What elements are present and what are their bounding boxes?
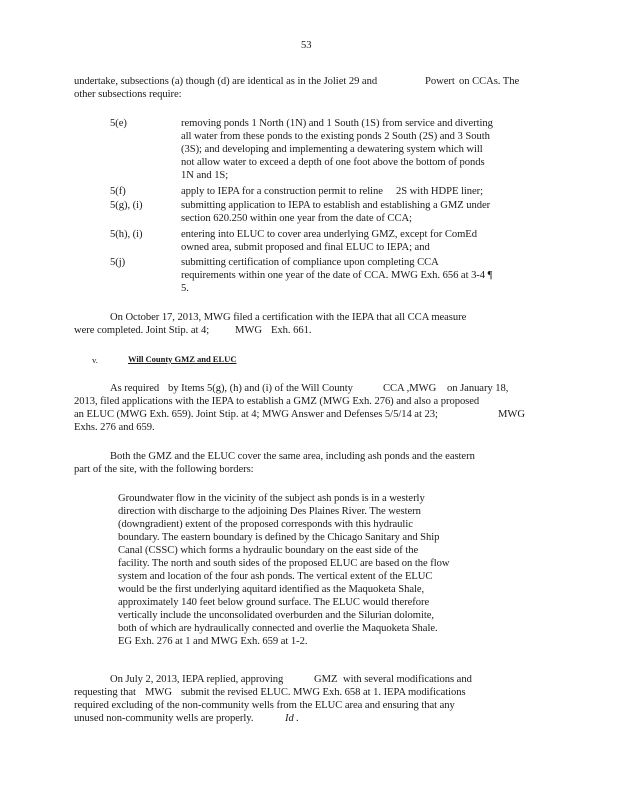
intro-line-2: other subsections require: xyxy=(74,89,182,100)
item-5h-line: owned area, submit proposed and final ELUC to IEPA; and xyxy=(181,242,430,253)
item-label-5h: 5(h), (i) xyxy=(110,229,143,240)
req-para-line-1c: CCA ,MWG xyxy=(383,383,437,394)
req-para-line-1a: As required xyxy=(110,383,160,394)
item-5f-line-b: 2S with HDPE liner; xyxy=(396,186,484,197)
oct-para-line-2c: Exh. 661. xyxy=(271,325,312,336)
both-para-line-1: Both the GMZ and the ELUC cover the same area, including ash ponds and the eastern xyxy=(110,451,475,462)
page-number: 53 xyxy=(301,40,312,51)
both-para-line-2: part of the site, with the following borders: xyxy=(74,464,254,475)
item-5g-line: submitting application to IEPA to establish and establishing a GMZ under xyxy=(181,200,491,211)
item-5e-line: removing ponds 1 North (1N) and 1 South (1S) from service and diverting xyxy=(181,118,493,129)
intro-line-1-c: on CCAs. The xyxy=(459,76,520,87)
oct-para-line-2b: MWG xyxy=(235,325,262,336)
section-numeral: v. xyxy=(92,355,98,365)
quote-line: EG Exh. 276 at 1 and MWG Exh. 659 at 1-2. xyxy=(118,636,308,647)
req-para-line-2: 2013, filed applications with the IEPA to establish a GMZ (MWG Exh. 276) and also a proposed xyxy=(74,396,480,407)
july-para-line-2b: MWG xyxy=(145,687,172,698)
section-heading: Will County GMZ and ELUC xyxy=(128,354,237,364)
quote-line: would be the first underlying aquitard identified as the Maquoketa Shale, xyxy=(118,584,425,595)
quote-line: approximately 140 feet below ground surface. The ELUC would therefore xyxy=(118,597,430,608)
quote-line: Canal (CSSC) which forms a hydraulic boundary on the east side of the xyxy=(118,545,419,556)
quote-line: both of which are hydraulically connected and overlie the Maquoketa Shale. xyxy=(118,623,438,634)
july-para-line-1b: GMZ xyxy=(314,674,338,685)
req-para-line-3: an ELUC (MWG Exh. 659). Joint Stip. at 4; MWG Answer and Defenses 5/5/14 at 23; xyxy=(74,409,438,420)
intro-line-1: undertake, subsections (a) though (d) are identical as in the Joliet 29 and xyxy=(74,76,378,87)
quote-line: Groundwater flow in the vicinity of the subject ash ponds is in a westerly xyxy=(118,493,425,504)
item-5g-line: section 620.250 within one year from the date of CCA; xyxy=(181,213,412,224)
item-5e-line: 1N and 1S; xyxy=(181,170,229,181)
quote-line: (downgradient) extent of the proposed corresponds with this hydraulic xyxy=(118,519,413,530)
quote-line: direction with discharge to the adjoining Des Plaines River. The western xyxy=(118,506,421,517)
july-para-line-3: required excluding of the non-community wells from the ELUC area and ensuring that any xyxy=(74,700,455,711)
item-5f-line: apply to IEPA for a construction permit to reline xyxy=(181,186,383,197)
item-label-5g: 5(g), (i) xyxy=(110,200,143,211)
july-para-line-1c: with several modifications and xyxy=(343,674,472,685)
item-5e-line: (3S); and developing and implementing a dewatering system which will xyxy=(181,144,483,155)
july-para-line-4b: Id xyxy=(285,713,294,724)
quote-line: vertically include the unconsolidated overburden and the Silurian dolomite, xyxy=(118,610,435,621)
item-5e-line: not allow water to exceed a depth of one foot above the bottom of ponds xyxy=(181,157,485,168)
item-label-5j: 5(j) xyxy=(110,257,126,268)
quote-line: boundary. The eastern boundary is defined by the Chicago Sanitary and Ship xyxy=(118,532,440,543)
july-para-line-1a: On July 2, 2013, IEPA replied, approving xyxy=(110,674,284,685)
item-5j-line: submitting certification of compliance upon completing CCA xyxy=(181,257,439,268)
item-5j-line: 5. xyxy=(181,283,189,294)
item-5e-line: all water from these ponds to the existing ponds 2 South (2S) and 3 South xyxy=(181,131,490,142)
req-para-line-1b: by Items 5(g), (h) and (i) of the Will County xyxy=(168,383,353,394)
july-para-line-4a: unused non-community wells are properly. xyxy=(74,713,254,724)
item-5h-line: entering into ELUC to cover area underlying GMZ, except for ComEd xyxy=(181,229,477,240)
req-para-line-4: Exhs. 276 and 659. xyxy=(74,422,155,433)
req-para-line-1d: on January 18, xyxy=(447,383,509,394)
req-para-line-3b: MWG xyxy=(498,409,525,420)
item-5j-line: requirements within one year of the date of CCA. MWG Exh. 656 at 3-4 ¶ xyxy=(181,270,493,281)
item-label-5f: 5(f) xyxy=(110,186,126,197)
july-para-line-2c: submit the revised ELUC. MWG Exh. 658 at 1. IEPA modifications xyxy=(181,687,466,698)
item-label-5e: 5(e) xyxy=(110,118,127,129)
july-para-line-2a: requesting that xyxy=(74,687,136,698)
quote-line: system and location of the four ash ponds. The vertical extent of the ELUC xyxy=(118,571,433,582)
july-para-line-4c: . xyxy=(296,713,299,724)
quote-line: facility. The north and south sides of the proposed ELUC are based on the flow xyxy=(118,558,450,569)
oct-para-line-2a: were completed. Joint Stip. at 4; xyxy=(74,325,210,336)
oct-para-line-1: On October 17, 2013, MWG filed a certification with the IEPA that all CCA measure xyxy=(110,312,467,323)
intro-line-1-b: Powert xyxy=(425,76,455,87)
